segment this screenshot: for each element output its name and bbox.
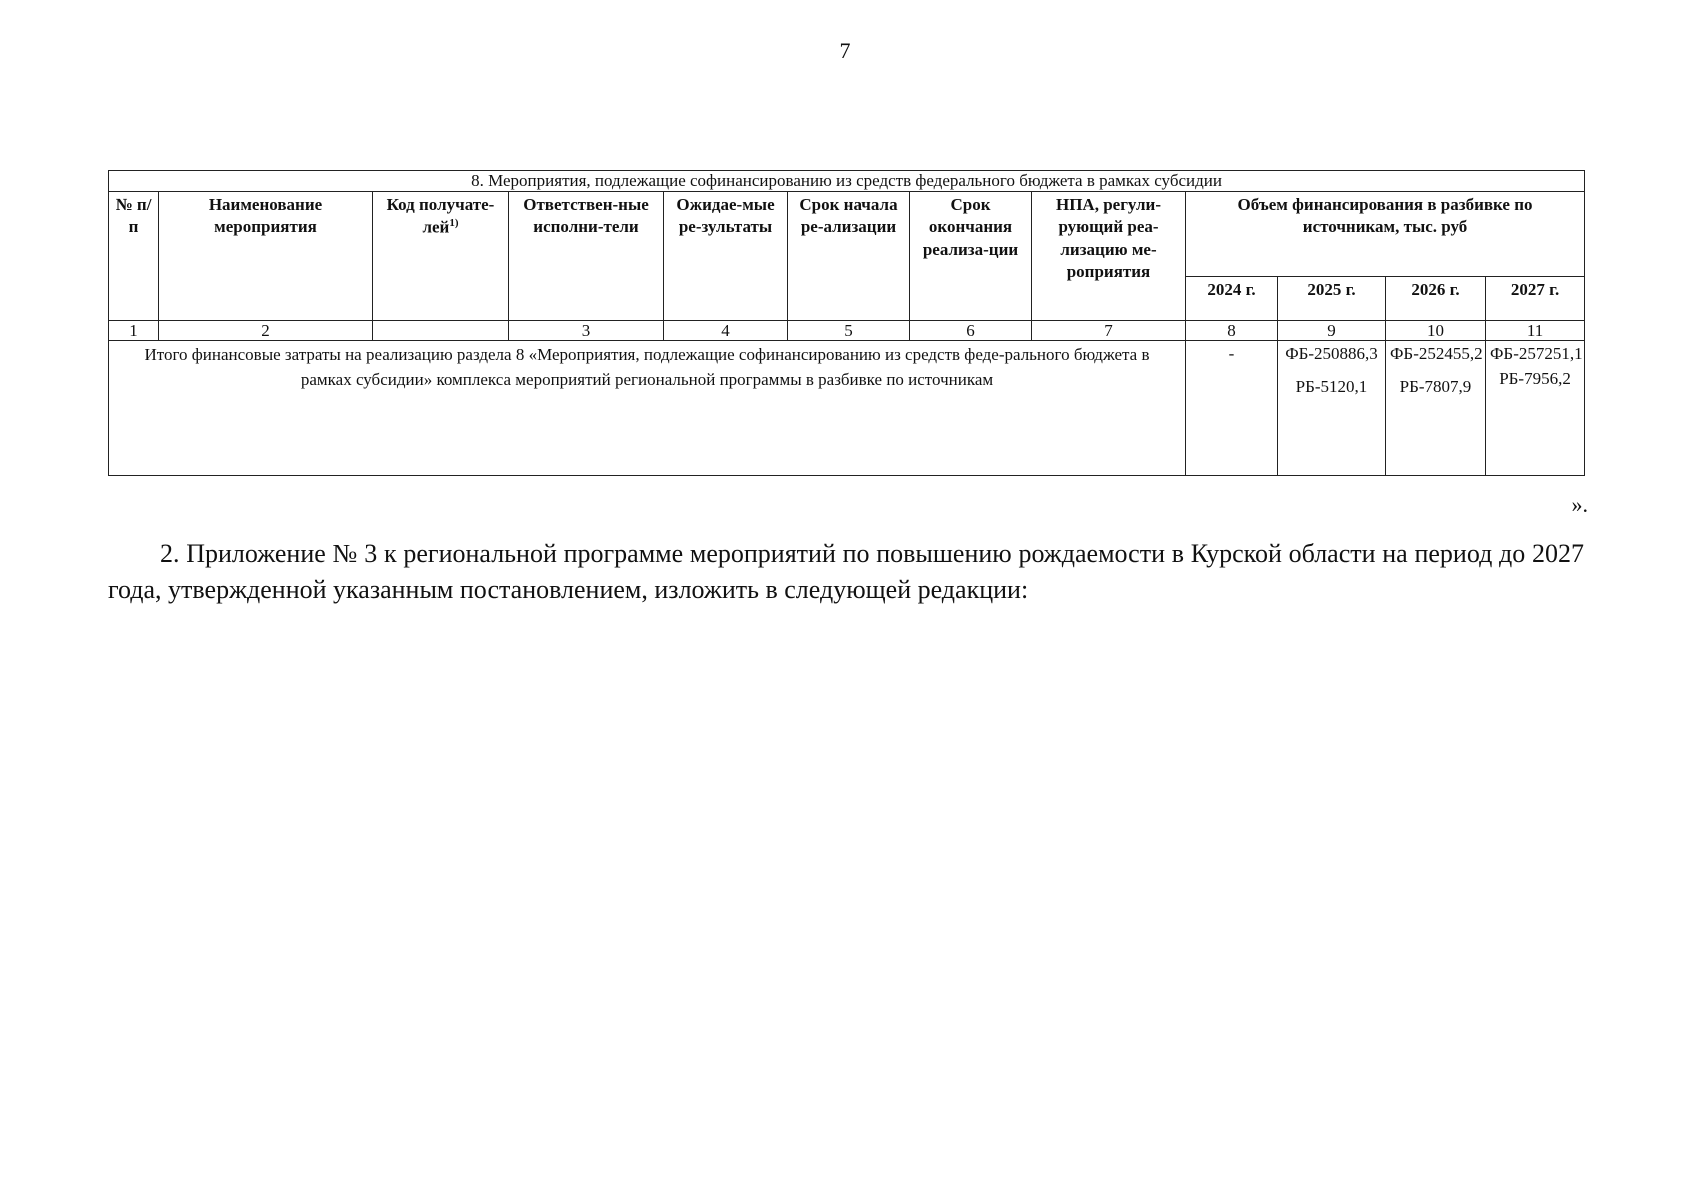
header-responsible: Ответствен-ные исполни-тели (509, 191, 664, 320)
total-2024: - (1186, 341, 1278, 476)
financing-table-wrap (108, 170, 1584, 476)
column-number: 10 (1386, 320, 1486, 341)
total-2027 (1486, 341, 1585, 476)
total-2026-federal: ФБ-252455,2 (1390, 344, 1483, 364)
total-row (109, 341, 1585, 476)
header-start: Срок начала ре-ализации (788, 191, 910, 320)
total-2026-regional: РБ-7807,9 (1399, 376, 1472, 396)
header-end: Срок окончания реализа-ции (910, 191, 1032, 320)
total-2027-federal: ФБ-257251,1 (1490, 344, 1583, 364)
header-year-2024: 2024 г. (1186, 277, 1278, 320)
header-npa: НПА, регули-рующий реа-лизацию ме-роприятия (1032, 191, 1186, 320)
column-number: 5 (788, 320, 910, 341)
closing-quote: ». (1571, 492, 1588, 517)
column-number (373, 320, 509, 341)
total-2025 (1278, 341, 1386, 476)
header-year-2027: 2027 г. (1486, 277, 1585, 320)
column-number: 1 (109, 320, 159, 341)
header-row (109, 191, 1585, 277)
amendment-paragraph: 2. Приложение № 3 к региональной программе мероприятий по повышению рождаемости в Курской области на период до 2027 года, утвержденной указанным постановлением, изложить в следующей редакции: (108, 539, 1584, 604)
header-code-text: Код получате-лей (386, 194, 495, 237)
total-2025-federal: ФБ-250886,3 (1285, 344, 1378, 364)
column-number: 6 (910, 320, 1032, 341)
header-code-footnote: 1) (449, 217, 459, 230)
column-number: 8 (1186, 320, 1278, 341)
total-2026 (1386, 341, 1486, 476)
column-number: 4 (664, 320, 788, 341)
header-code (373, 191, 509, 320)
header-year-2025: 2025 г. (1278, 277, 1386, 320)
total-2025-regional: РБ-5120,1 (1295, 376, 1368, 396)
header-results: Ожидае-мые ре-зультаты (664, 191, 788, 320)
total-2027-regional: РБ-7956,2 (1499, 368, 1571, 388)
financing-table (108, 170, 1585, 476)
column-number: 3 (509, 320, 664, 341)
total-description: Итого финансовые затраты на реализацию раздела 8 «Мероприятия, подлежащие софинансированию из средств феде-рального бюджета в рамках субсидии» комплекса мероприятий региональной программы в разбивке по источникам (109, 341, 1186, 476)
column-number: 2 (159, 320, 373, 341)
section-title-row (109, 171, 1585, 192)
header-name: Наименование мероприятия (159, 191, 373, 320)
column-number: 9 (1278, 320, 1386, 341)
header-funding: Объем финансирования в разбивке по источникам, тыс. руб (1186, 191, 1585, 277)
column-number: 11 (1486, 320, 1585, 341)
header-year-2026: 2026 г. (1386, 277, 1486, 320)
header-num: № п/п (109, 191, 159, 320)
page-number: 7 (839, 38, 851, 63)
section-title: 8. Мероприятия, подлежащие софинансированию из средств федерального бюджета в рамках субсидии (109, 171, 1585, 192)
column-numbers-row (109, 320, 1585, 341)
column-number: 7 (1032, 320, 1186, 341)
